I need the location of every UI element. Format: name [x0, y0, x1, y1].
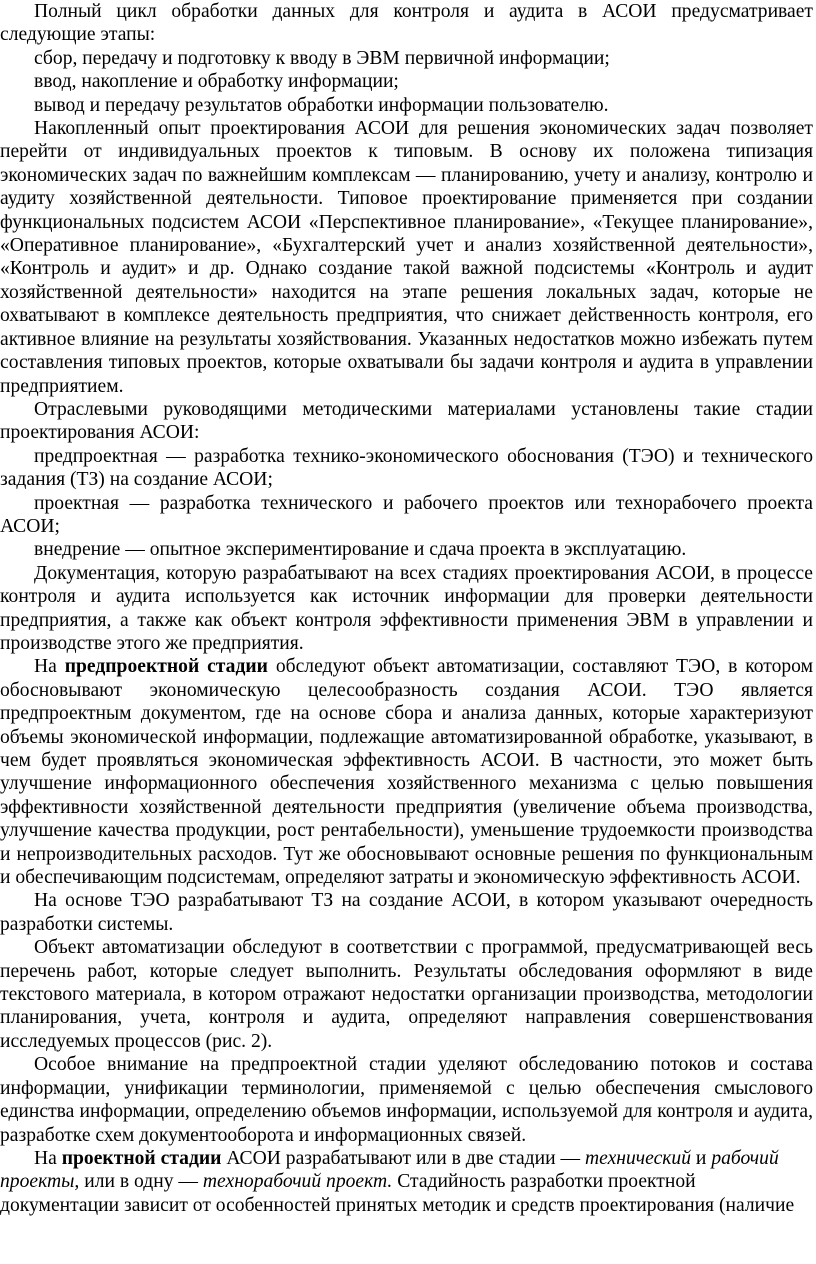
object-survey-paragraph: Объект автоматизации обследуют в соответствии с программой, предусматривающей весь перечень работ, которые следует выполнить. Результаты обследования оформляют в виде текстового материала, в котором отражают недостатки организации производства, методологии планирования, учета, контроля и аудита, определяют направления совершенствования исследуемых процессов (рис. 2). [0, 937, 813, 1052]
project-lead: На [34, 1147, 62, 1169]
intro-paragraph: Полный цикл обработки данных для контроля и аудита в АСОИ предусматривает следующие этапы: [0, 1, 813, 46]
technical-project-term: технический [584, 1147, 692, 1169]
project-stage-term: проектной стадии [61, 1147, 222, 1169]
preproject-body: обследуют объект автоматизации, составляют ТЭО, в котором обосновывают экономическую целесообразность создания АСОИ. ТЭО является предпроектным документом, где на основе сбора и анализа данных, которые характеризуют объемы экономической информации, подлежащие автоматизированной обработке, указывают, в чем будет проявляться экономическая эффективность АСОИ. В частности, это может быть улучшение информационного обеспечения хозяйственного механизма с целью повышения эффективности хозяйственной деятельности предприятия (увеличение объема производства, улучшение качества продукции, рост рентабельности), уменьшение трудоемкости производства и непроизводительных расходов. Тут же обосновывают основные решения по функциональным и обеспечивающим подсистемам, определяют затраты и экономическую эффективность АСОИ. [0, 656, 814, 889]
preproject-stage-paragraph [0, 655, 813, 889]
technical-assignment-paragraph: На основе ТЭО разрабатывают ТЗ на создание АСОИ, в котором указывают очередность разработки системы. [0, 890, 813, 935]
documentation-paragraph: Документация, которую разрабатывают на всех стадиях проектирования АСОИ, в процессе контроля и аудита используется как источник информации для проверки деятельности предприятия, а также как объект контроля эффективности применения ЭВМ в управлении и производстве этого же предприятия. [0, 562, 813, 654]
list-item-input: ввод, накопление и обработку информации; [34, 71, 399, 93]
project-body: Стадийность разработки проектной документации зависит от особенностей принятых методик и средств проектирования (наличие [0, 1171, 795, 1216]
list-item-implementation-stage: внедрение — опытное экспериментирование и сдача проекта в эксплуатацию. [34, 539, 687, 561]
list-item-project-stage: проектная — разработка технического и рабочего проектов или технорабочего проекта АСОИ; [0, 492, 813, 537]
preproject-lead: На [34, 656, 65, 678]
preproject-stage-term: предпроектной стадии [64, 656, 268, 678]
project-text-1: АСОИ разрабатывают или в две стадии — [221, 1147, 585, 1169]
list-item-output: вывод и передачу результатов обработки информации пользователю. [34, 94, 609, 116]
technoworking-project-term: технорабочий проект. [202, 1171, 393, 1193]
project-text-2: и [691, 1147, 712, 1169]
typical-design-paragraph: Накопленный опыт проектирования АСОИ для решения экономических задач позволяет перейти от индивидуальных проектов к типовым. В основу их положена типизация экономических задач по важнейшим комплексам — планированию, учету и анализу, контролю и аудиту хозяйственной деятельности. Типовое проектирование применяется при создании функциональных подсистем АСОИ «Перспективное планирование», «Текущее планирование», «Оперативное планирование», «Бухгалтерский учет и анализ хозяйственной деятельности», «Контроль и аудит» и др. Однако создание такой важной подсистемы «Контроль и аудит хозяйственной деятельности» находится на этапе решения локальных задач, которые не охватывают в комплексе деятельность предприятия, что снижает действенность контроля, его активное влияние на результаты хозяйствования. Указанных недостатков можно избежать путем составления типовых проектов, которые охватывали бы задачи контроля и аудита в управлении предприятием. [0, 118, 813, 397]
working-project-term: рабочий проекты, [0, 1147, 779, 1193]
project-text-3: или в одну — [79, 1171, 203, 1193]
list-item-collection: сбор, передачу и подготовку к вводу в ЭВМ первичной информации; [34, 47, 610, 69]
project-stage-paragraph [0, 1147, 813, 1217]
list-item-preproject-stage: предпроектная — разработка технико-экономического обоснования (ТЭО) и технического задания (ТЗ) на создание АСОИ; [0, 445, 813, 491]
information-survey-paragraph: Особое внимание на предпроектной стадии уделяют обследованию потоков и состава информации, унификации терминологии, применяемой с целью обеспечения смыслового единства информации, определению объемов информации, используемой для контроля и аудита, разработке схем документооборота и информационных связей. [0, 1054, 813, 1146]
design-stages-intro-paragraph: Отраслевыми руководящими методическими материалами установлены такие стадии проектирования АСОИ: [0, 398, 813, 444]
